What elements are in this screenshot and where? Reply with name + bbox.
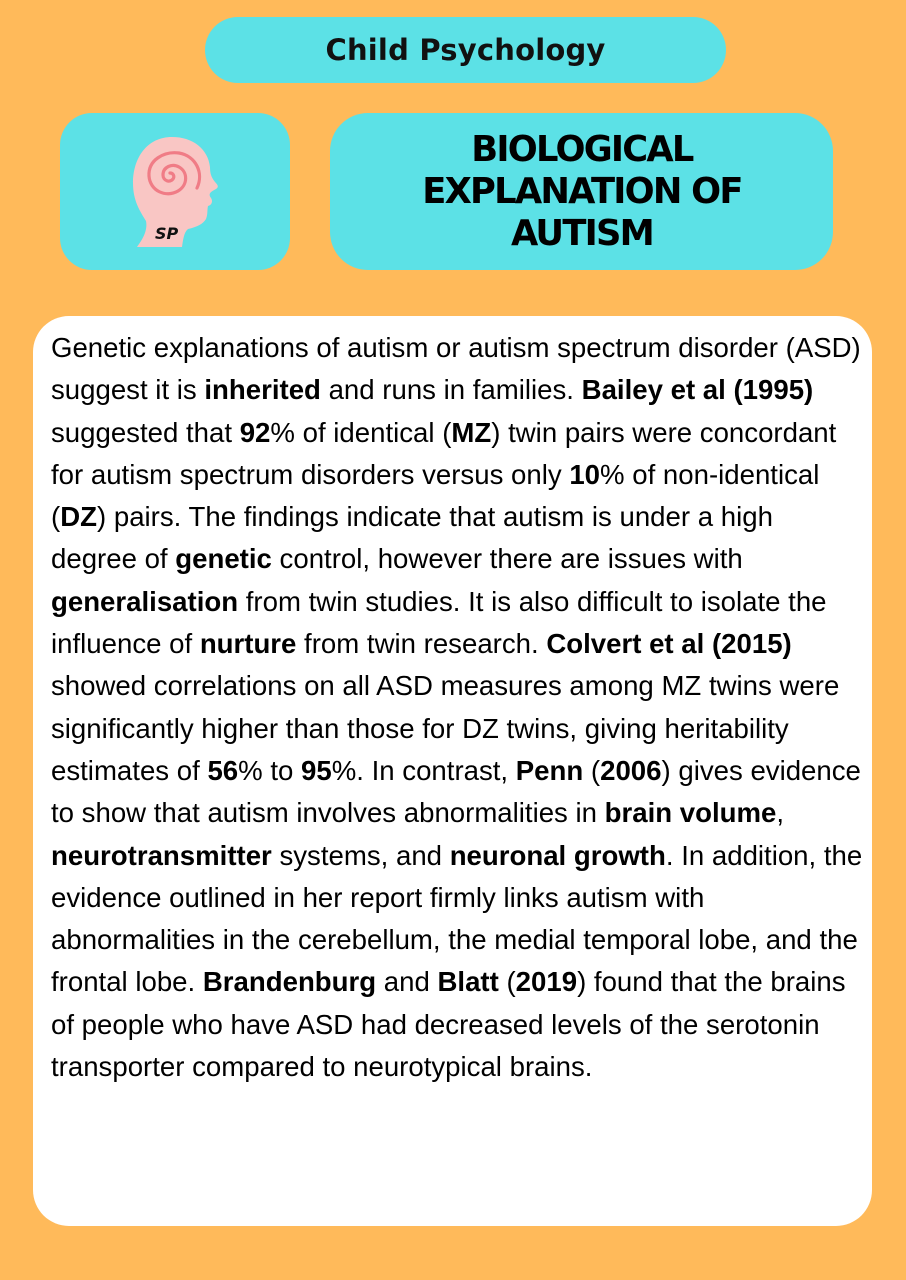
bold-term: 56 bbox=[207, 754, 239, 786]
text-run: %. In contrast, bbox=[331, 754, 516, 786]
bold-term: Bailey et al (1995) bbox=[581, 374, 814, 406]
text-run: and runs in families. bbox=[320, 374, 582, 406]
text-run: % to bbox=[238, 754, 302, 786]
bold-term: Blatt bbox=[437, 966, 499, 998]
bold-term: nurture bbox=[199, 628, 297, 660]
bold-term: 2019 bbox=[515, 966, 578, 998]
page-title bbox=[422, 129, 741, 255]
bold-term: 2006 bbox=[600, 754, 662, 786]
text-run: from twin research. bbox=[296, 628, 547, 660]
subject-header-pill bbox=[205, 17, 726, 83]
logo-initials: SP bbox=[155, 224, 179, 243]
bold-term: 10 bbox=[569, 458, 601, 490]
text-run: ) found that the brains of people who have ASD had decreased levels of the serotonin transporter compared to neurotypical brains. bbox=[51, 966, 846, 1083]
text-run: . In addition, the evidence outlined in her report firmly links autism with abnormalities in the cerebellum, the medial temporal lobe, and the frontal lobe. bbox=[51, 839, 863, 998]
text-run: suggested that bbox=[51, 416, 240, 448]
title-box bbox=[330, 113, 833, 270]
bold-term: MZ bbox=[451, 416, 492, 448]
text-run: ( bbox=[583, 754, 601, 786]
text-run: showed correlations on all ASD measures among MZ twins were significantly higher than those for DZ twins, giving heritability estimates of bbox=[51, 670, 840, 786]
bold-term: brain volume bbox=[604, 797, 777, 829]
bold-term: DZ bbox=[60, 501, 97, 533]
body-paragraph bbox=[51, 327, 866, 1088]
bold-term: neuronal growth bbox=[449, 839, 666, 871]
text-run: % of non-identical ( bbox=[51, 458, 820, 533]
text-run: , bbox=[776, 797, 785, 829]
text-run: control, however there are issues with bbox=[271, 543, 743, 575]
bold-term: inherited bbox=[204, 374, 321, 406]
bold-term: genetic bbox=[175, 543, 272, 575]
head-spiral-icon bbox=[60, 113, 290, 270]
title-line-2: EXPLANATION OF bbox=[421, 170, 742, 212]
text-run: % of identical ( bbox=[270, 416, 452, 448]
text-run: from twin studies. It is also difficult to isolate the influence of bbox=[51, 585, 827, 660]
bold-term: 95 bbox=[301, 754, 332, 786]
subject-title: Child Psychology bbox=[325, 33, 606, 67]
text-run: and bbox=[376, 966, 438, 998]
text-run: Genetic explanations of autism or autism spectrum disorder (ASD) suggest it is bbox=[51, 332, 861, 406]
bold-term: Brandenburg bbox=[202, 966, 377, 998]
text-run: ) twin pairs were concordant for autism spectrum disorders versus only bbox=[51, 416, 837, 490]
bold-term: Penn bbox=[515, 754, 584, 786]
text-run: ) gives evidence to show that autism involves abnormalities in bbox=[51, 754, 861, 829]
bold-term: Colvert et al (2015) bbox=[546, 628, 792, 660]
content-card bbox=[33, 316, 872, 1226]
text-run: ) pairs. The findings indicate that autism is under a high degree of bbox=[51, 501, 773, 575]
text-run: ( bbox=[498, 966, 516, 998]
title-line-3: AUTISM bbox=[510, 212, 653, 254]
bold-term: generalisation bbox=[51, 585, 239, 617]
bold-term: neurotransmitter bbox=[51, 839, 272, 871]
bold-term: 92 bbox=[239, 416, 271, 448]
title-line-1: BIOLOGICAL bbox=[470, 128, 693, 170]
logo-box bbox=[60, 113, 290, 270]
text-run: systems, and bbox=[271, 839, 450, 871]
